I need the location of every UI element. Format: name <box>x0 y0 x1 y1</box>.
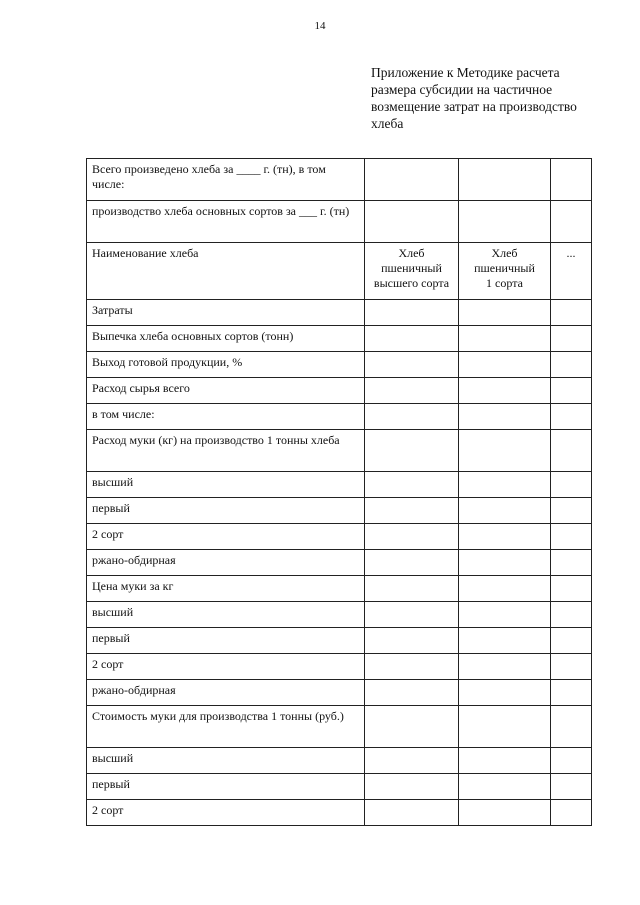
empty-cell <box>365 680 459 706</box>
empty-cell <box>551 430 592 472</box>
table-row <box>87 430 592 472</box>
empty-cell <box>365 602 459 628</box>
empty-cell <box>459 680 551 706</box>
row-label: 2 сорт <box>87 524 365 550</box>
empty-cell <box>365 201 459 243</box>
appendix-line: хлеба <box>371 116 404 131</box>
row-label: Выпечка хлеба основных сортов (тонн) <box>87 326 365 352</box>
table-row <box>87 576 592 602</box>
empty-cell <box>459 378 551 404</box>
empty-cell <box>365 378 459 404</box>
table-row <box>87 654 592 680</box>
row-label: Расход муки (кг) на производство 1 тонны хлеба <box>87 430 365 472</box>
row-label: первый <box>87 498 365 524</box>
empty-cell <box>551 201 592 243</box>
empty-cell <box>551 654 592 680</box>
row-label: Расход сырья всего <box>87 378 365 404</box>
empty-cell <box>551 628 592 654</box>
header-label: Наименование хлеба <box>87 243 365 300</box>
empty-cell <box>365 774 459 800</box>
table-row <box>87 404 592 430</box>
empty-cell <box>551 378 592 404</box>
empty-cell <box>551 524 592 550</box>
row-label: Выход готовой продукции, % <box>87 352 365 378</box>
empty-cell <box>365 352 459 378</box>
row-label: высший <box>87 472 365 498</box>
empty-cell <box>551 472 592 498</box>
empty-cell <box>459 800 551 826</box>
row-label: ржано-обдирная <box>87 680 365 706</box>
empty-cell <box>459 576 551 602</box>
empty-cell <box>365 300 459 326</box>
empty-cell <box>459 430 551 472</box>
empty-cell <box>551 404 592 430</box>
empty-cell <box>459 748 551 774</box>
table-row <box>87 524 592 550</box>
row-label: первый <box>87 774 365 800</box>
empty-cell <box>365 404 459 430</box>
empty-cell <box>551 498 592 524</box>
empty-cell <box>365 706 459 748</box>
table-row <box>87 550 592 576</box>
empty-cell <box>365 748 459 774</box>
empty-cell <box>551 680 592 706</box>
calculation-table <box>86 158 592 826</box>
empty-cell <box>365 550 459 576</box>
empty-cell <box>365 159 459 201</box>
header-wheat-first: Хлеб пшеничный 1 сорта <box>459 243 551 300</box>
row-label: высший <box>87 602 365 628</box>
table-row <box>87 201 592 243</box>
empty-cell <box>551 159 592 201</box>
empty-cell <box>459 472 551 498</box>
empty-cell <box>459 524 551 550</box>
row-label: Цена муки за кг <box>87 576 365 602</box>
empty-cell <box>365 326 459 352</box>
page-number: 14 <box>314 20 326 32</box>
row-label: Стоимость муки для производства 1 тонны (руб.) <box>87 706 365 748</box>
table-row <box>87 706 592 748</box>
empty-cell <box>459 602 551 628</box>
row-label: первый <box>87 628 365 654</box>
empty-cell <box>551 550 592 576</box>
empty-cell <box>551 326 592 352</box>
table-row <box>87 774 592 800</box>
empty-cell <box>459 654 551 680</box>
empty-cell <box>551 748 592 774</box>
appendix-line: возмещение затрат на производство <box>371 99 577 114</box>
table-row <box>87 800 592 826</box>
empty-cell <box>365 524 459 550</box>
row-label: в том числе: <box>87 404 365 430</box>
table-row <box>87 748 592 774</box>
row-label: ржано-обдирная <box>87 550 365 576</box>
empty-cell <box>365 654 459 680</box>
empty-cell <box>551 300 592 326</box>
empty-cell <box>459 300 551 326</box>
table-row <box>87 326 592 352</box>
table-row <box>87 300 592 326</box>
empty-cell <box>551 800 592 826</box>
row-label: Всего произведено хлеба за ____ г. (тн), в том числе: <box>87 159 365 201</box>
table-row <box>87 472 592 498</box>
empty-cell <box>551 352 592 378</box>
table-row <box>87 628 592 654</box>
appendix-title <box>371 64 611 132</box>
empty-cell <box>459 404 551 430</box>
empty-cell <box>459 706 551 748</box>
row-label: 2 сорт <box>87 654 365 680</box>
table-row <box>87 159 592 201</box>
appendix-line: размера субсидии на частичное <box>371 82 553 97</box>
empty-cell <box>551 706 592 748</box>
table-row <box>87 498 592 524</box>
row-label: 2 сорт <box>87 800 365 826</box>
empty-cell <box>459 628 551 654</box>
table-row <box>87 352 592 378</box>
empty-cell <box>365 628 459 654</box>
row-label: производство хлеба основных сортов за ___ г. (тн) <box>87 201 365 243</box>
empty-cell <box>459 498 551 524</box>
empty-cell <box>459 550 551 576</box>
empty-cell <box>365 498 459 524</box>
empty-cell <box>365 430 459 472</box>
empty-cell <box>365 472 459 498</box>
empty-cell <box>551 576 592 602</box>
table-row <box>87 378 592 404</box>
header-row <box>87 243 592 300</box>
empty-cell <box>365 800 459 826</box>
row-label: Затраты <box>87 300 365 326</box>
empty-cell <box>459 352 551 378</box>
empty-cell <box>551 602 592 628</box>
empty-cell <box>459 159 551 201</box>
empty-cell <box>459 201 551 243</box>
empty-cell <box>551 774 592 800</box>
header-wheat-premium: Хлеб пшеничный высшего сорта <box>365 243 459 300</box>
table-row <box>87 602 592 628</box>
header-more: ... <box>551 243 592 300</box>
empty-cell <box>365 576 459 602</box>
appendix-line: Приложение к Методике расчета <box>371 65 560 80</box>
row-label: высший <box>87 748 365 774</box>
table-row <box>87 680 592 706</box>
empty-cell <box>459 326 551 352</box>
empty-cell <box>459 774 551 800</box>
